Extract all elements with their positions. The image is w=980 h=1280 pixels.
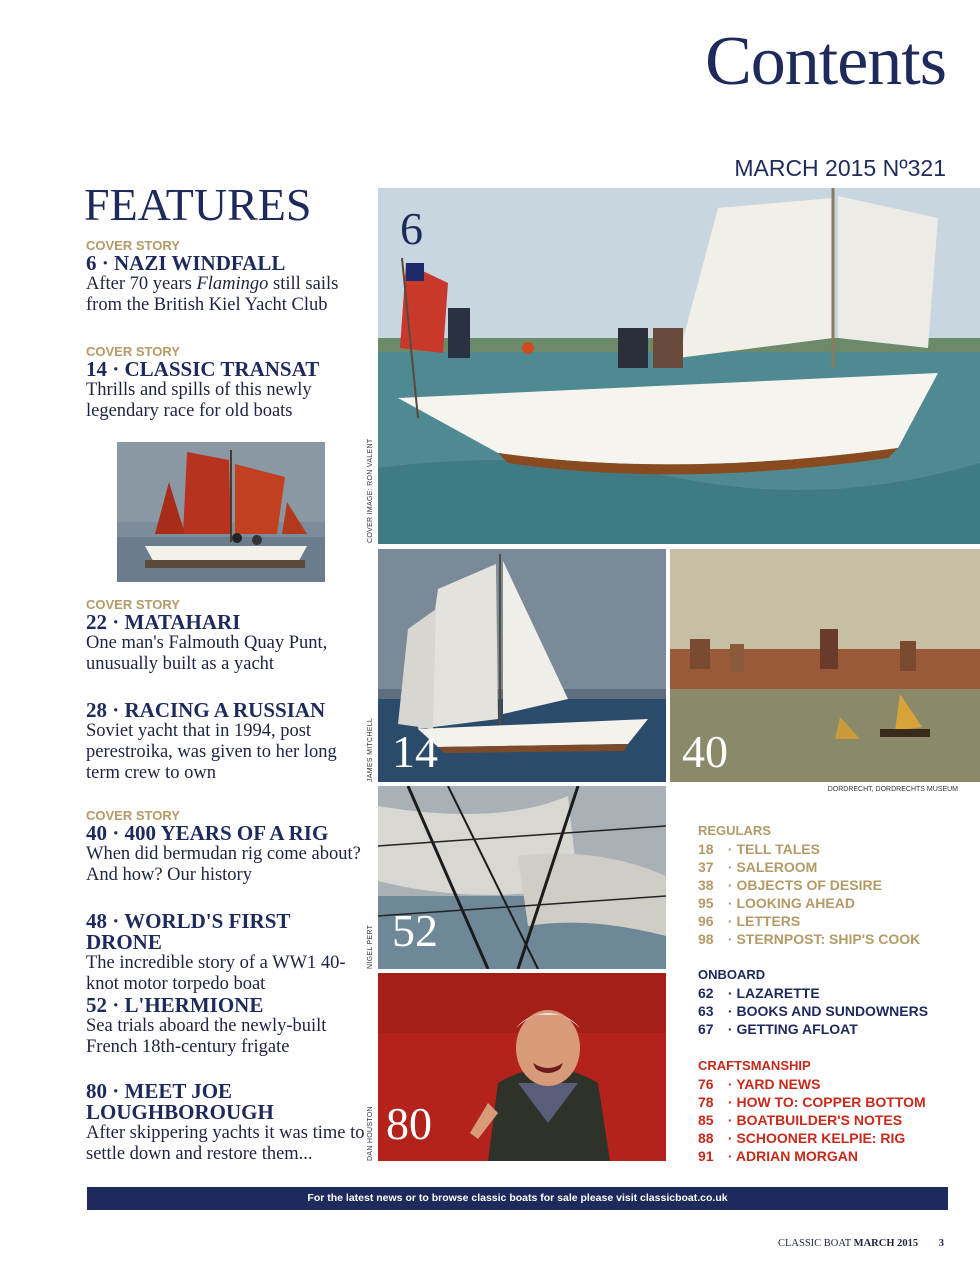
onboard-item[interactable]: 62 · LAZARETTE (698, 985, 820, 1001)
regulars-item[interactable]: 98 · STERNPOST: SHIP'S COOK (698, 931, 921, 947)
feature-title: 6 · NAZI WINDFALL (86, 251, 286, 275)
onboard-heading: ONBOARD (698, 967, 766, 982)
cover-photo (378, 188, 980, 544)
page-number-6: 6 (400, 203, 423, 254)
feature-title: 40 · 400 YEARS OF A RIG (86, 821, 329, 845)
photo-credit: COVER IMAGE: RON VALENT (367, 438, 374, 543)
feature-item[interactable] (86, 808, 371, 886)
feature-desc: Sea trials aboard the newly-built French 18th-century frigate (86, 1016, 327, 1057)
feature-desc: When did bermudan rig come about? And how? Our history (86, 844, 361, 885)
onboard-item[interactable]: 67 · GETTING AFLOAT (698, 1021, 858, 1037)
feature-item[interactable] (86, 700, 371, 784)
feature-item[interactable] (86, 597, 371, 675)
craftsmanship-section (698, 1057, 968, 1165)
craftsmanship-item[interactable]: 88 · SCHOONER KELPIE: RIG (698, 1130, 906, 1146)
cover-story-label: COVER STORY (86, 597, 180, 612)
footer-date: MARCH 2015 (853, 1238, 919, 1249)
craftsmanship-item[interactable]: 85 · BOATBUILDER'S NOTES (698, 1112, 903, 1128)
page-number-40: 40 (682, 726, 728, 777)
dordrecht-painting (670, 549, 980, 782)
feature-desc: One man's Falmouth Quay Punt, unusually built as a yacht (86, 633, 328, 674)
regulars-item[interactable]: 18 · TELL TALES (698, 841, 820, 857)
feature-item[interactable] (86, 344, 371, 422)
feature-title: 28 · RACING A RUSSIAN (86, 698, 326, 722)
page-number-14: 14 (392, 726, 438, 777)
page-number-52: 52 (392, 905, 438, 956)
onboard-section (698, 966, 968, 1038)
regulars-heading: REGULARS (698, 823, 771, 838)
classic-transat-photo (378, 549, 666, 782)
cover-story-label: COVER STORY (86, 808, 180, 823)
regulars-item[interactable]: 37 · SALEROOM (698, 859, 818, 875)
features-heading: FEATURES (84, 179, 312, 230)
craftsmanship-item[interactable]: 78 · HOW TO: COPPER BOTTOM (698, 1094, 926, 1110)
promo-banner[interactable]: For the latest news or to browse classic boats for sale please visit classicboat.co.uk (87, 1187, 948, 1210)
joe-loughborough-photo (378, 973, 666, 1161)
feature-title: 22 · MATAHARI (86, 610, 241, 634)
regulars-item[interactable]: 95 · LOOKING AHEAD (698, 895, 855, 911)
magazine-name: CLASSIC BOAT (778, 1238, 852, 1249)
photo-credit: DAN HOUSTON (367, 1106, 374, 1161)
feature-item[interactable] (86, 995, 371, 1058)
feature-item[interactable] (86, 1081, 371, 1165)
cover-story-label: COVER STORY (86, 238, 180, 253)
craftsmanship-item[interactable]: 91 · ADRIAN MORGAN (698, 1148, 859, 1164)
feature-desc: Soviet yacht that in 1994, post perestroika, was given to her long term crew to own (86, 721, 337, 783)
issue-date: MARCH 2015 Nº321 (734, 155, 946, 181)
page-number: 3 (938, 1238, 944, 1249)
feature-title: 48 · WORLD'S FIRST DRONE (86, 909, 291, 954)
craftsmanship-heading: CRAFTSMANSHIP (698, 1058, 811, 1073)
photo-credit: NIGEL PERT (367, 924, 374, 969)
regulars-item[interactable]: 96 · LETTERS (698, 913, 801, 929)
regulars-item[interactable]: 38 · OBJECTS OF DESIRE (698, 877, 882, 893)
feature-title: 80 · MEET JOE LOUGHBOROUGH (86, 1079, 274, 1124)
feature-desc: The incredible story of a WW1 40-knot motor torpedo boat (86, 953, 346, 994)
craftsmanship-item[interactable]: 76 · YARD NEWS (698, 1076, 821, 1092)
hermione-photo (378, 786, 666, 969)
feature-desc: After skippering yachts it was time to settle down and restore them... (86, 1123, 365, 1164)
page-footer (778, 1238, 944, 1249)
feature-item[interactable] (86, 238, 371, 316)
photo-credit: DORDRECHT, DORDRECHTS MUSEUM (827, 786, 958, 793)
page-title: Contents (705, 23, 946, 100)
feature-item[interactable] (86, 911, 371, 995)
matahari-photo (117, 442, 325, 582)
cover-story-label: COVER STORY (86, 344, 180, 359)
feature-title: 14 · CLASSIC TRANSAT (86, 357, 320, 381)
feature-title: 52 · L'HERMIONE (86, 993, 264, 1017)
photo-credit: JAMES MITCHELL (367, 717, 374, 782)
page-number-80: 80 (386, 1098, 432, 1149)
feature-desc: Thrills and spills of this newly legendary race for old boats (86, 380, 312, 421)
feature-desc: After 70 years Flamingo still sails from the British Kiel Yacht Club (86, 274, 339, 315)
regulars-section (698, 822, 968, 948)
onboard-item[interactable]: 63 · BOOKS AND SUNDOWNERS (698, 1003, 929, 1019)
